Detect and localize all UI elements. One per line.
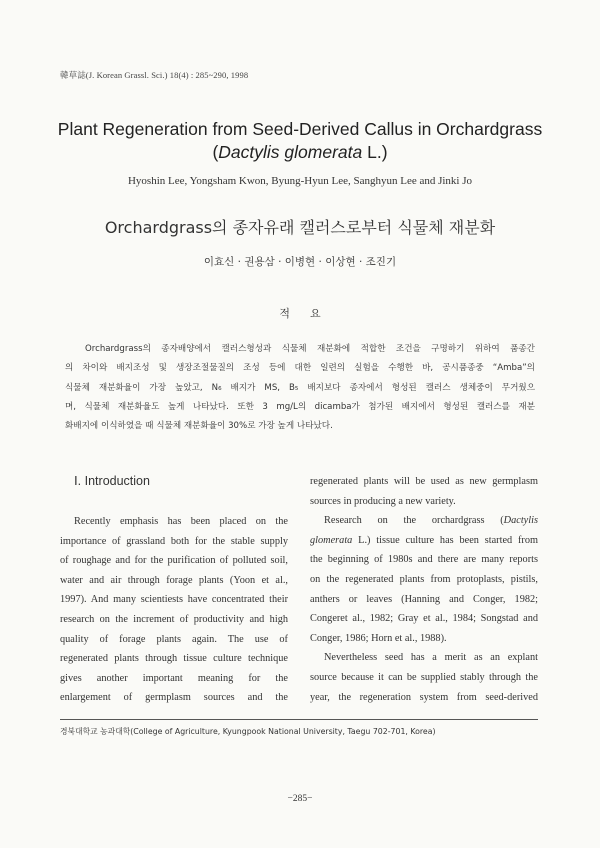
body-line: regenerated plants through tissue culture technique bbox=[60, 653, 288, 665]
korean-author-list: 이효신 · 권용삼 · 이병현 · 이상현 · 조진기 bbox=[203, 256, 397, 268]
species-name-italic: glomerata bbox=[310, 534, 353, 546]
body-line: Recently emphasis has been placed on the bbox=[74, 516, 288, 527]
body-line: source because it can be supplied stably through the bbox=[310, 671, 538, 683]
body-line: gives another important meaning for the bbox=[60, 672, 288, 684]
body-line: Conger, 1986; Horn et al., 1988). bbox=[310, 632, 447, 644]
body-line: Congeret al., 1982; Gray et al., 1984; Songstad and bbox=[310, 613, 538, 625]
body-line: anthers or leaves (Hanning and Conger, 1982; bbox=[310, 593, 538, 605]
species-name-italic: Dactylis glomerata bbox=[218, 142, 363, 162]
abstract-heading: 적요 bbox=[279, 307, 341, 320]
body-line: water and air through forage plants (Yoon et al., bbox=[60, 574, 288, 586]
species-name-italic: Dactylis bbox=[503, 515, 538, 527]
body-line bbox=[310, 531, 538, 551]
right-column bbox=[310, 472, 538, 707]
body-text: Research on the orchardgrass ( bbox=[324, 515, 504, 527]
body-line: quality of forage plants again. The use of bbox=[60, 633, 288, 645]
journal-reference: 韓草誌(J. Korean Grassl. Sci.) 18(4) : 285~290, 1998 bbox=[60, 70, 249, 80]
body-line: Nevertheless seed has a merit as an explant bbox=[324, 652, 538, 664]
abstract-line: 의 차이와 배지조성 및 생장조절물질의 조성 등에 대한 일련의 실험을 수행한 바, 공시품종중 “Amba”의 bbox=[65, 363, 535, 374]
body-line: research on the increment of productivity and high bbox=[60, 613, 288, 625]
body-line: 1997). And many scientiests have concentrated their bbox=[60, 594, 288, 606]
body-line: the beginning of 1980s and there are many reports bbox=[310, 554, 538, 566]
abstract-line: 며, 식물체 재분화율도 높게 나타났다. 또한 3 mg/L의 dicamba가 첨가된 배지에서 형성된 캘러스를 재분 bbox=[65, 401, 535, 412]
body-line: of roughage and for the purification of polluted soil, bbox=[60, 555, 288, 567]
body-line: enlargement of germplasm sources and the bbox=[60, 692, 288, 704]
body-line: sources in producing a new variety. bbox=[310, 495, 456, 507]
paper-title-line-1: Plant Regeneration from Seed-Derived Callus in Orchardgrass bbox=[57, 119, 543, 139]
abstract-body bbox=[65, 340, 535, 436]
abstract-line: Orchardgrass의 종자배양에서 캘러스형성과 식물체 재분화에 적합한 조건을 구명하기 위하여 품종간 bbox=[85, 344, 535, 354]
paper-title-line-2 bbox=[0, 142, 600, 163]
body-line bbox=[310, 511, 538, 531]
abstract-line: 화배지에 이식하였을 때 식물체 재분화율이 30%로 가장 높게 나타났다. bbox=[65, 421, 333, 432]
body-line: on the regenerated plants from protoplasts, pistils, bbox=[310, 573, 538, 585]
footnote-divider bbox=[60, 719, 538, 720]
body-line: importance of grassland both for the stable supply bbox=[60, 535, 288, 547]
page-number: −285− bbox=[287, 794, 313, 804]
body-line: year, the regeneration system from seed-derived bbox=[310, 691, 538, 703]
section-heading-introduction: Ⅰ. Introduction bbox=[74, 474, 150, 488]
title-line-2-rest: L.) bbox=[362, 142, 388, 162]
affiliation-footnote: 경북대학교 농과대학(College of Agriculture, Kyungpook National University, Taegu 702-701, Korea) bbox=[60, 727, 436, 736]
left-column bbox=[60, 512, 288, 708]
author-list: Hyoshin Lee, Yongsham Kwon, Byung-Hyun Lee, Sanghyun Lee and Jinki Jo bbox=[127, 175, 473, 187]
body-text: L.) tissue culture has been started from bbox=[352, 534, 538, 546]
abstract-line: 식물체 재분화율이 가장 높았고, N₆ 배지가 MS, B₅ 배지보다 종자에서 형성된 캘러스 생체중이 무거웠으 bbox=[65, 382, 535, 393]
title-paren-open: ( bbox=[212, 142, 219, 162]
body-line: regenerated plants will be used as new germplasm bbox=[310, 476, 538, 487]
korean-title: Orchardgrass의 종자유래 캘러스로부터 식물체 재분화 bbox=[104, 218, 496, 237]
